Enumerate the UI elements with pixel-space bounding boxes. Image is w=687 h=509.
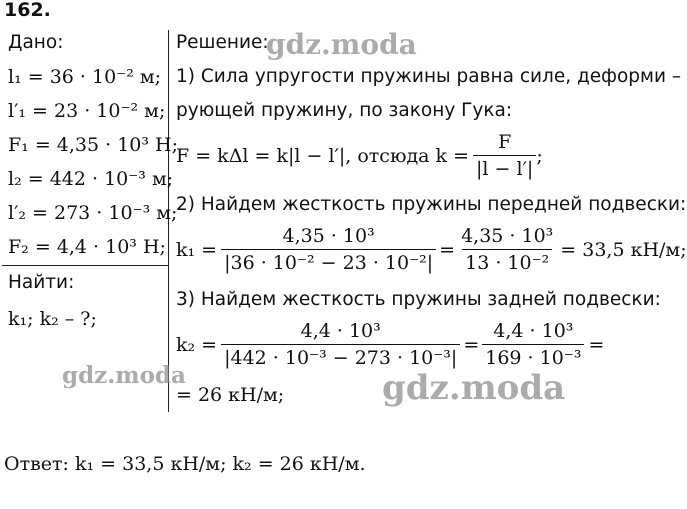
step1-line2: рующей пружину, по закону Гука: — [176, 100, 513, 121]
step1-line1: 1) Сила упругости пружины равна силе, деформи – — [176, 66, 682, 87]
k2-fraction-1 — [221, 320, 460, 369]
solution-header: Решение: — [176, 32, 269, 53]
watermark-bottom: gdz.moda — [382, 368, 566, 408]
k1-denominator-1: |36 · 10⁻² − 23 · 10⁻²| — [221, 249, 436, 274]
k2-equals-end: = — [588, 333, 605, 356]
hooke-formula-left: F = kΔl = k|l − l′|, отсюда k = — [176, 144, 470, 167]
k1-fraction-1 — [221, 225, 436, 274]
k1-result: = 33,5 кН/м; — [560, 238, 687, 261]
given-line-f2: F₂ = 4,4 · 10³ Н; — [8, 236, 166, 258]
k1-label: k₁ = — [176, 238, 218, 261]
k2-formula — [176, 320, 604, 369]
k1-equals: = — [439, 238, 456, 261]
given-line-l2: l₂ = 442 · 10⁻³ м; — [8, 168, 174, 190]
k2-numerator-2: 4,4 · 10³ — [493, 320, 574, 342]
k1-denominator-2: 13 · 10⁻² — [462, 249, 552, 274]
k2-fraction-2 — [482, 320, 584, 369]
k2-label: k₂ = — [176, 333, 218, 356]
hooke-numerator: F — [498, 131, 512, 153]
given-line-l1: l₁ = 36 · 10⁻² м; — [8, 66, 162, 88]
k1-numerator-2: 4,35 · 10³ — [461, 225, 554, 247]
given-header: Дано: — [8, 32, 64, 53]
k2-equals: = — [463, 333, 480, 356]
step3-text: 3) Найдем жесткость пружины задней подвески: — [176, 289, 661, 310]
k2-denominator-2: 169 · 10⁻³ — [482, 344, 584, 369]
given-line-l2-prime: l′₂ = 273 · 10⁻³ м; — [8, 202, 178, 224]
hooke-end: ; — [536, 144, 543, 167]
given-line-f1: F₁ = 4,35 · 10³ Н; — [8, 134, 179, 156]
hooke-formula — [176, 131, 543, 180]
hooke-fraction — [473, 131, 536, 180]
watermark-top: gdz.moda — [266, 28, 417, 61]
problem-number: 162. — [4, 0, 51, 21]
k2-numerator-1: 4,4 · 10³ — [300, 320, 381, 342]
find-header: Найти: — [8, 272, 75, 293]
horizontal-divider — [2, 265, 168, 266]
k1-formula — [176, 225, 687, 274]
k1-numerator-1: 4,35 · 10³ — [282, 225, 375, 247]
given-line-l1-prime: l′₁ = 23 · 10⁻² м; — [8, 100, 166, 122]
step2-text: 2) Найдем жесткость пружины передней подвески: — [176, 194, 687, 215]
answer-line: Ответ: k₁ = 33,5 кН/м; k₂ = 26 кН/м. — [4, 453, 366, 475]
hooke-denominator: |l − l′| — [473, 155, 536, 180]
k1-fraction-2 — [458, 225, 556, 274]
k2-result: = 26 кН/м; — [176, 384, 285, 406]
watermark-left: gdz.moda — [62, 362, 186, 389]
k2-denominator-1: |442 · 10⁻³ − 273 · 10⁻³| — [221, 344, 460, 369]
find-line: k₁; k₂ – ?; — [8, 308, 97, 330]
